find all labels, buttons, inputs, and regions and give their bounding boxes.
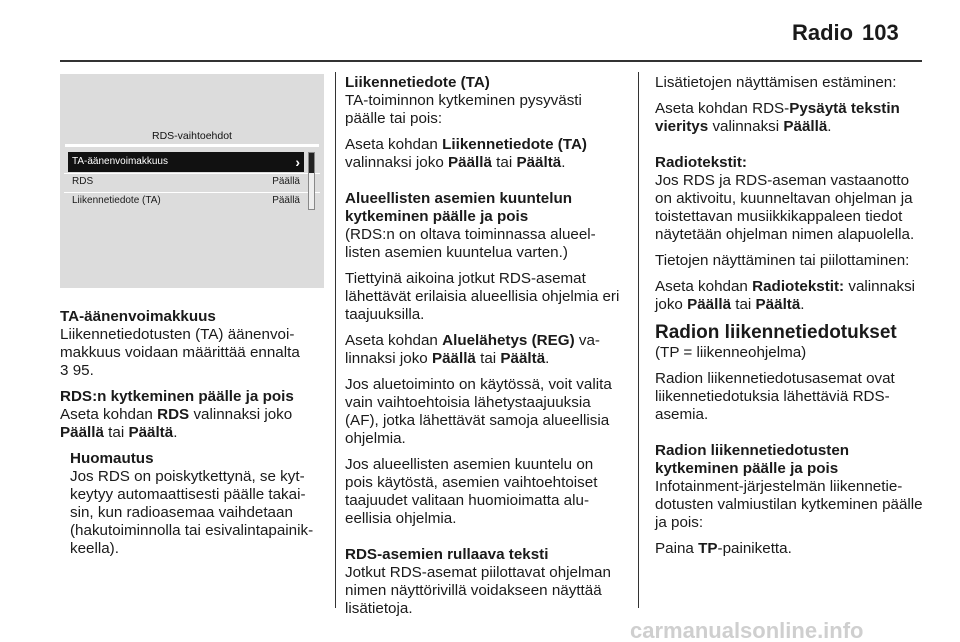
header-rule [60, 60, 922, 62]
para-reg-1: (RDS:n on oltava toiminnassa alueellisten asemien kuuntelua varten.) [345, 226, 596, 261]
para-ta-1: TA-toiminnon kytkeminen pysyvästi päälle tai pois: [345, 92, 582, 127]
menu-item-rds[interactable] [68, 172, 304, 192]
para-prevent-1: Lisätietojen näyttämisen estäminen: [655, 74, 897, 91]
rds-options-screenshot [60, 74, 324, 288]
para-rt-2: Tietojen näyttäminen tai piilottaminen: [655, 252, 910, 269]
scrollbar-thumb[interactable] [309, 153, 314, 173]
note-box [70, 450, 324, 558]
screen-scrollbar[interactable] [308, 152, 315, 210]
para-tp-1: (TP = liikenneohjelma) [655, 344, 807, 361]
para-rds-on-off: Aseta kohdan RDS valinnaksi joko Päällä tai Päältä. [60, 406, 293, 441]
watermark: carmanualsonline.info [630, 618, 864, 642]
heading-regional: Alueellisten asemien kuuntelun kytkeminen päälle ja pois [345, 190, 573, 225]
para-ta-2: Aseta kohdan Liikennetiedote (TA) valinnaksi joko Päällä tai Päältä. [345, 136, 587, 171]
page-title: Radio [792, 20, 854, 45]
para-reg-2: Tiettyinä aikoina jotkut RDS-asemat lähettävät erilaisia alueellisia ohjelmia eri taajuuksilla. [345, 270, 620, 323]
page-number: 103 [862, 20, 899, 45]
chevron-right-icon: › [295, 154, 300, 170]
para-reg-5: Jos alueellisten asemien kuuntelu on pois käytöstä, asemien vaihtoehtoiset taajuudet valitaan huomioimatta alueellisia ohjelmia. [345, 456, 598, 527]
page-ref-icon: 3 [60, 362, 69, 379]
heading-traffic-reports: Radion liikennetiedotukset [655, 322, 897, 343]
note-text: Jos RDS on poiskytkettynä, se kytkeytyy automaattisesti päälle takaisin, kun radioasemaa vaihdetaan (hakutoiminnolla tai esivalintapainikkeella). [70, 468, 314, 557]
menu-item-label: TA-äänenvoimakkuus [72, 156, 168, 167]
page-ref: 95. [72, 362, 94, 379]
screen-title: RDS-vaihtoehdot [152, 130, 232, 142]
screen-title-rule [65, 144, 319, 147]
column-2 [345, 74, 623, 626]
para-tp-2: Radion liikennetiedotusasemat ovat liikennetiedotuksia lähettäviä RDS-asemia. [655, 370, 895, 423]
para-tp-3: Infotainment-järjestelmän liikennetiedotusten valmiustilan kytkeminen päälle ja pois: [655, 478, 923, 531]
heading-traffic-announcement: Liikennetiedote (TA) [345, 74, 490, 91]
menu-item-label: Liikennetiedote (TA) [72, 195, 161, 206]
rds-options-screen [64, 128, 320, 286]
menu-item-traffic-announcement[interactable] [68, 191, 304, 211]
para-tp-4: Paina TP-painiketta. [655, 540, 792, 557]
column-3 [655, 74, 923, 566]
para-prevent-2: Aseta kohdan RDS-Pysäytä tekstin vieritys valinnaksi Päällä. [655, 100, 900, 135]
heading-radiotext: Radiotekstit: [655, 154, 747, 171]
menu-item-ta-volume[interactable] [68, 152, 304, 172]
column-1 [60, 308, 324, 566]
menu-item-value: Päällä [272, 176, 300, 187]
para-rt-1: Jos RDS ja RDS-aseman vastaanotto on aktivoitu, kuunneltavan ohjelman ja toistettavan musiikkikappaleen tiedot näytetään ohjelman nimen alapuolella. [655, 172, 915, 243]
para-rt-3: Aseta kohdan Radiotekstit: valinnaksi joko Päällä tai Päältä. [655, 278, 916, 313]
para-reg-3: Aseta kohdan Aluelähetys (REG) valinnaksi joko Päällä tai Päältä. [345, 332, 600, 367]
para-ta-volume: Liikennetiedotusten (TA) äänenvoimakkuus voidaan määrittää ennalta 3 95. [60, 326, 300, 379]
para-scroll: Jotkut RDS-asemat piilottavat ohjelman nimen näyttörivillä voidakseen näyttää lisätietoja. [345, 564, 611, 617]
para-reg-4: Jos aluetoiminto on käytössä, voit valita vain vaihtoehtoisia lähetystaajuuksia (AF), jotka lähettävät samoja alueellisia ohjelmia. [345, 376, 612, 447]
heading-scrolling-text: RDS-asemien rullaava teksti [345, 546, 549, 563]
heading-traffic-on-off: Radion liikennetiedotusten kytkeminen päälle ja pois [655, 442, 850, 477]
heading-rds-on-off: RDS:n kytkeminen päälle ja pois [60, 388, 294, 405]
menu-item-value: Päällä [272, 195, 300, 206]
note-title: Huomautus [70, 450, 154, 467]
column-divider-2 [638, 72, 639, 608]
heading-ta-volume: TA-äänenvoimakkuus [60, 308, 216, 325]
page-header [0, 0, 960, 60]
menu-item-label: RDS [72, 176, 94, 187]
column-divider-1 [335, 72, 336, 608]
